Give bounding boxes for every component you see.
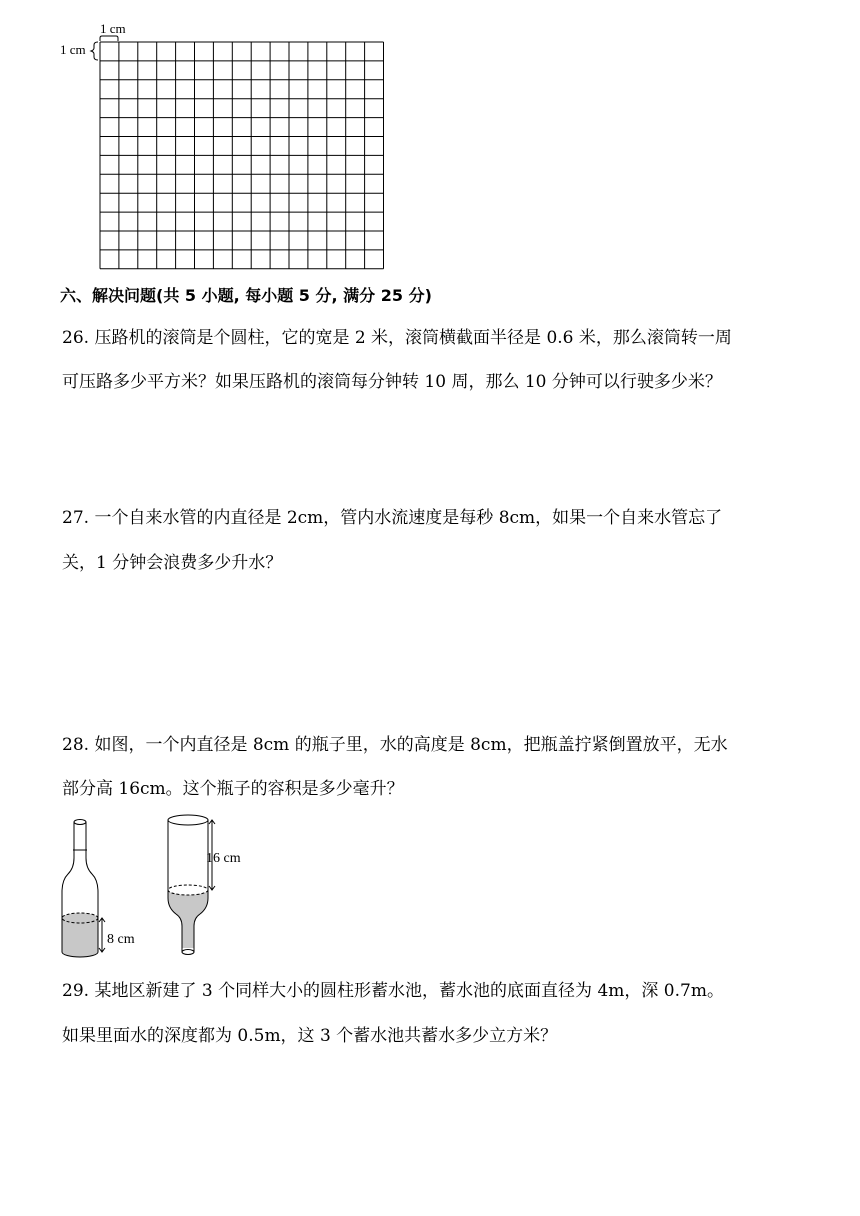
inverted-water-surface (168, 885, 208, 895)
empty-height-label: 16 cm (206, 851, 241, 866)
inverted-cap (182, 950, 194, 955)
inverted-bottle (168, 815, 241, 955)
unit-label-left: 1 cm (60, 42, 86, 57)
problem-26-line-1: 26. 压路机的滚筒是个圆柱，它的宽是 2 米，滚筒横截面半径是 0.6 米，那么滚筒转一周 (62, 328, 732, 348)
problem-27-line-1: 27. 一个自来水管的内直径是 2cm，管内水流速度是每秒 8cm，如果一个自来水管忘了 (62, 508, 723, 528)
bottle-figure (56, 812, 266, 964)
problem-29-line-2: 如果里面水的深度都为 0.5m，这 3 个蓄水池共蓄水多少立方米？ (62, 1026, 558, 1046)
problem-28-line-2: 部分高 16cm。这个瓶子的容积是多少毫升？ (62, 779, 404, 799)
upright-bottle (62, 820, 135, 957)
upright-water (62, 913, 98, 957)
inverted-water (168, 890, 208, 948)
left-brace (91, 42, 98, 60)
problem-27-line-2: 关，1 分钟会浪费多少升水？ (62, 553, 283, 573)
water-height-label: 8 cm (107, 932, 135, 947)
bottle-figure-svg (56, 812, 266, 964)
unit-label-top: 1 cm (100, 21, 126, 36)
top-bracket (100, 36, 118, 41)
problem-28-line-1: 28. 如图，一个内直径是 8cm 的瓶子里，水的高度是 8cm，把瓶盖拧紧倒置放平，无水 (62, 735, 728, 755)
grid-figure (58, 18, 388, 273)
problem-26-line-2: 可压路多少平方米？如果压路机的滚筒每分钟转 10 周，那么 10 分钟可以行驶多少米？ (62, 372, 722, 392)
inverted-base-top (168, 815, 208, 825)
grid-figure-svg (58, 18, 388, 273)
upright-cap-top (74, 820, 86, 825)
section-heading: 六、解决问题(共 5 小题, 每小题 5 分, 满分 25 分) (60, 286, 432, 305)
grid-lines (100, 42, 384, 269)
problem-29-line-1: 29. 某地区新建了 3 个同样大小的圆柱形蓄水池，蓄水池的底面直径为 4m，深 0.7m。 (62, 981, 724, 1001)
